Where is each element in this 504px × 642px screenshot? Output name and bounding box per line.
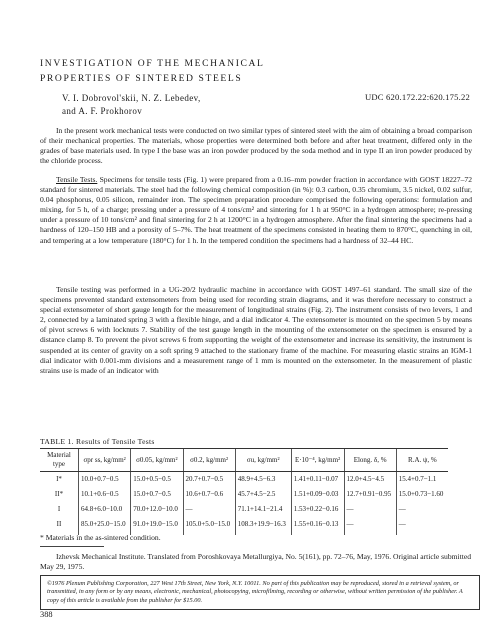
cell-type: I* xyxy=(56,475,62,483)
cell-value: 1.51+0.09−0.03 xyxy=(291,487,344,502)
col-header-modulus: E·10⁻⁴, kg/mm² xyxy=(291,449,344,472)
table-header-row xyxy=(40,449,448,472)
cell-type: I xyxy=(57,505,61,513)
affiliation-note: Izhevsk Mechanical Institute. Translated from Poroshkovaya Metallurgiya, No. 5(161), pp. 72–76, May, 1976. Original article submitted May 29, 1975. xyxy=(40,552,472,571)
col-header-elongation: Elong. δ, % xyxy=(344,449,396,472)
cell-value: 105.0+5.0−15.0 xyxy=(183,517,235,535)
article-title xyxy=(40,56,470,86)
cell-value: — xyxy=(396,502,448,517)
cell-value: 15.0+0.73−1.60 xyxy=(396,487,448,502)
footnote-divider xyxy=(40,546,104,547)
table-row xyxy=(40,502,448,517)
title-line-2: PROPERTIES OF SINTERED STEELS xyxy=(40,73,243,84)
col-header-reduction-area: R.A. ψ, % xyxy=(396,449,448,472)
cell-value: 45.7+4.5−2.5 xyxy=(235,487,291,502)
cell-value: 70.0+12.0−10.0 xyxy=(131,502,183,517)
authors xyxy=(62,92,201,118)
intro-paragraph: In the present work mechanical tests were conducted on two similar types of sintered steel with the aim of obtaining a broad comparison of their mechanical properties. The materials, whose properties were determined both before and after heat treatment, differed only in the grades of base materials used. In type I the base was an iron powder produced by the soda method and in type II an iron powder produced by the chloride process. xyxy=(40,126,472,166)
tensile-tests-text: Specimens for tensile tests (Fig. 1) were prepared from a 0.16–mm powder fraction in accordance with GOST 18227–72 standard for sintered materials. The steel had the following chemical composition (in %): 0.3 carbon, 0.35 chromium, 3.5 nickel, 0.02 sulfur, 0.04 phosphorus, 0.05 silicon, remainder iron. The specimen preparation procedure comprised the following operations: formulation and mixing, for 5 h, of a charge; pressing under a pressure of 4 tons/cm² and sintering for 1 h at 950°C in a hydrogen atmosphere; re-pressing under a pressure of 10 tons/cm² and final sintering for 2 h at 1200°C in a hydrogen atmosphere. After the final sintering the specimens had a hardness of 120–150 HB and a porosity of 5–7%. The heat treatment of the specimens consisted in heating them to 870°C, quenching in oil, and tempering at a low temperature (180°C) for 1 h. In the tempered condition the specimens had a hardness of 32–44 HC. xyxy=(40,175,472,245)
col-header-material: Material type xyxy=(40,449,79,472)
table-footnote: * Materials in the as-sintered condition. xyxy=(40,533,161,542)
cell-value: — xyxy=(396,517,448,535)
cell-value: 1.55+0.16−0.13 xyxy=(291,517,344,535)
authors-line-2: and A. F. Prokhorov xyxy=(62,106,143,116)
cell-type: II* xyxy=(54,490,64,498)
table-caption: TABLE 1. Results of Tensile Tests xyxy=(40,437,155,446)
table-row xyxy=(40,472,448,488)
table-row xyxy=(40,487,448,502)
testing-paragraph: Tensile testing was performed in a UG-20/2 hydraulic machine in accordance with GOST 1497–61 standard. The small size of the specimens prevented standard extensometers from being used for recording strain diagrams, and it was therefore necessary to construct a special extensometer of short gauge length for the measurement of longitudinal strains (Fig. 2). The instrument consists of two levers, 1 and 2, connected by a laminated spring 3 with a flexible hinge, and a dial indicator 4. The extensometer is mounted on the specimen 5 by means of pivot screws 6 with locknuts 7. Stability of the test gauge length in the mounting of the extensometer on the specimen is ensured by a distance clamp 8. To prevent the pivot screws 6 from supporting the weight of the extensometer and increase its sensitivity, the instrument is suspended at its center of gravity on a soft spring 9 attached to the stationary frame of the machine. For measuring elastic strains an IGM-1 dial indicator with 0.001-mm divisions and a measurement range of 1 mm is mounted on the extensometer. In the measurement of plastic strains use is made of an indicator with xyxy=(40,285,472,375)
col-header-sigma-u: σu, kg/mm² xyxy=(235,449,291,472)
cell-value: 10.0+0.7−0.5 xyxy=(79,472,131,488)
cell-type: II xyxy=(56,520,62,528)
cell-value: 64.8+6.0−10.0 xyxy=(79,502,131,517)
authors-line-1: V. I. Dobrovol'skii, N. Z. Lebedev, xyxy=(62,93,201,103)
cell-value: 85.0+25.0−15.0 xyxy=(79,517,131,535)
cell-value: 12.7+0.91−0.95 xyxy=(344,487,396,502)
cell-value: 108.3+19.9−16.3 xyxy=(235,517,291,535)
cell-value: 48.9+4.5−6.3 xyxy=(235,472,291,488)
cell-value: 12.0+4.5−4.5 xyxy=(344,472,396,488)
col-header-sigma-005: σ0.05, kg/mm² xyxy=(131,449,183,472)
cell-value: 15.4+0.7−1.1 xyxy=(396,472,448,488)
cell-value: — xyxy=(344,517,396,535)
cell-value: 10.6+0.7−0.6 xyxy=(183,487,235,502)
cell-value: — xyxy=(183,502,235,517)
col-header-sigma-pr: σpr ss, kg/mm² xyxy=(79,449,131,472)
cell-value: 71.1+14.1−21.4 xyxy=(235,502,291,517)
tensile-tests-paragraph xyxy=(40,175,472,246)
title-line-1: INVESTIGATION OF THE MECHANICAL xyxy=(40,58,265,69)
cell-value: 1.41+0.11−0.07 xyxy=(291,472,344,488)
page-number: 388 xyxy=(40,610,53,619)
tensile-tests-heading: Tensile Tests. xyxy=(56,175,98,184)
udc-code: UDC 620.172.22:620.175.22 xyxy=(364,92,470,102)
cell-value: — xyxy=(344,502,396,517)
cell-value: 20.7+0.7−0.5 xyxy=(183,472,235,488)
cell-value: 10.1+0.6−0.5 xyxy=(79,487,131,502)
results-table xyxy=(40,448,448,535)
cell-value: 15.0+0.7−0.5 xyxy=(131,487,183,502)
col-header-sigma-02: σ0.2, kg/mm² xyxy=(183,449,235,472)
cell-value: 15.0+0.5−0.5 xyxy=(131,472,183,488)
cell-value: 1.53+0.22−0.16 xyxy=(291,502,344,517)
cell-value: 91.0+19.0−15.0 xyxy=(131,517,183,535)
copyright-notice: ©1976 Plenum Publishing Corporation, 227 West 17th Street, New York, N.Y. 10011. No part of this publication may be reproduced, stored in a retrieval system, or transmitted, in any form or by any means, electronic, mechanical, photocopying, microfilming, recording or otherwise, without written permission of the publisher. A copy of this article is available from the publisher for $15.00. xyxy=(40,575,480,610)
